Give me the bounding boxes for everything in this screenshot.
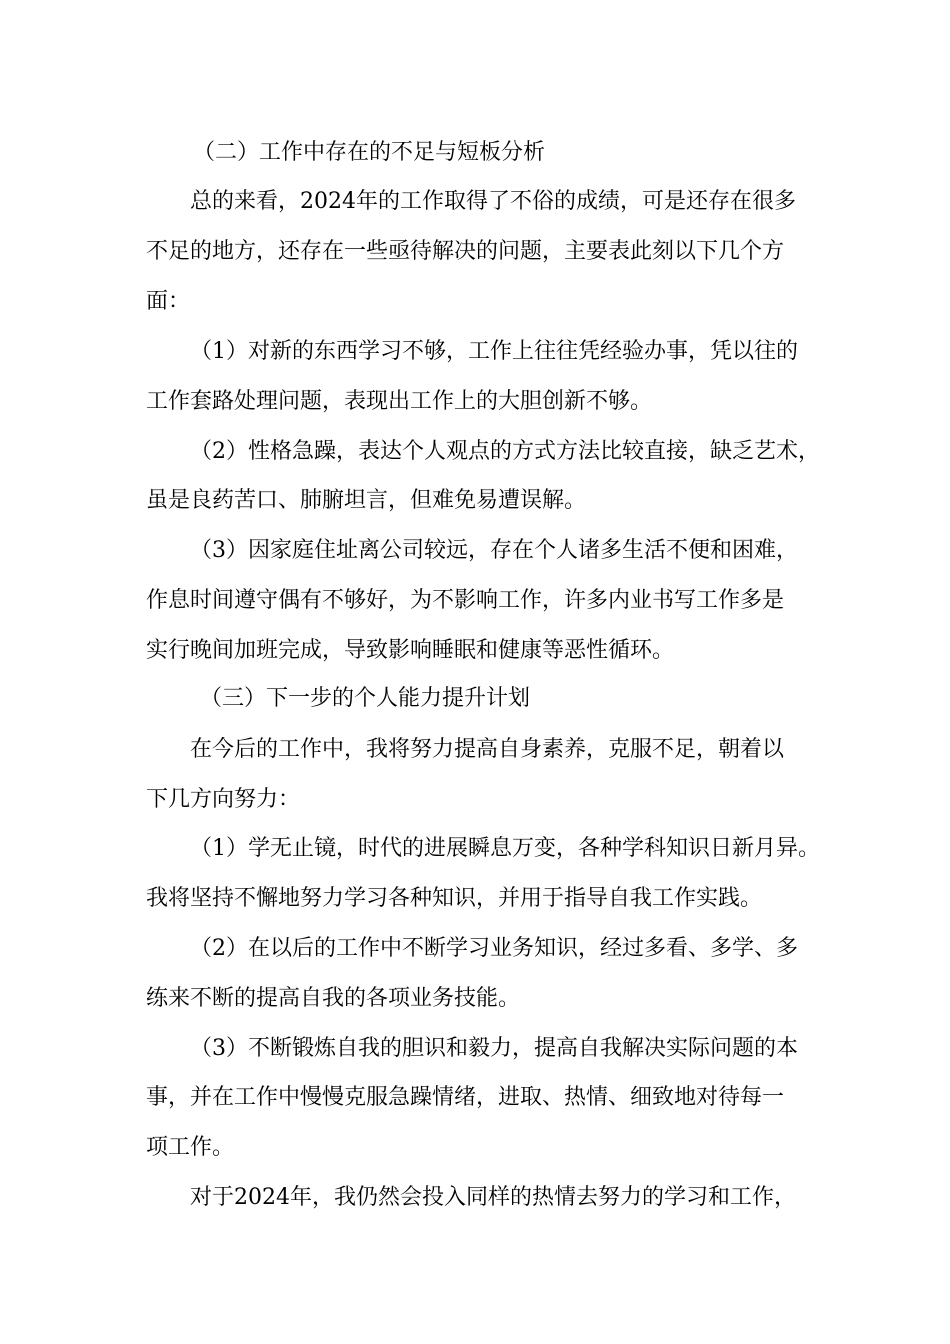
plan-1-line-2: 我将坚持不懈地努力学习各种知识，并用于指导自我工作实践。 <box>146 886 763 911</box>
shortcoming-1-line-1: （1）对新的东西学习不够，工作上往往凭经验办事，凭以往的 <box>190 339 798 364</box>
plan-3-line-3: 项工作。 <box>146 1135 235 1160</box>
section-3-heading: （三）下一步的个人能力提升计划 <box>200 686 531 711</box>
shortcoming-3-line-3: 实行晚间加班完成，导致影响睡眠和健康等恶性循环。 <box>146 638 675 663</box>
intro-line-2: 不足的地方，还存在一些亟待解决的问题，主要表此刻以下几个方 <box>146 239 785 264</box>
plan-intro-line-2: 下几方向努力： <box>146 787 301 812</box>
shortcoming-2-line-2: 虽是良药苦口、肺腑坦言，但难免易遭误解。 <box>146 488 587 513</box>
shortcoming-1-line-2: 工作套路处理问题，表现出工作上的大胆创新不够。 <box>146 389 653 414</box>
shortcoming-2-line-1: （2）性格急躁，表达个人观点的方式方法比较直接，缺乏艺术， <box>190 439 820 464</box>
plan-3-line-1: （3）不断锻炼自我的胆识和毅力，提高自我解决实际问题的本 <box>190 1036 798 1061</box>
plan-2-line-2: 练来不断的提高自我的各项业务技能。 <box>146 986 521 1011</box>
intro-line-1: 总的来看，2024年的工作取得了不俗的成绩，可是还存在很多 <box>190 189 796 214</box>
section-2-heading: （二）工作中存在的不足与短板分析 <box>193 140 546 165</box>
closing-line: 对于2024年，我仍然会投入同样的热情去努力的学习和工作， <box>190 1185 796 1210</box>
intro-line-3: 面： <box>146 289 191 314</box>
plan-intro-line-1: 在今后的工作中，我将努力提高自身素养，克服不足，朝着以 <box>190 737 785 762</box>
plan-1-line-1: （1）学无止镜，时代的进展瞬息万变，各种学科知识日新月异。 <box>190 836 820 861</box>
shortcoming-3-line-2: 作息时间遵守偶有不够好，为不影响工作，许多内业书写工作多是 <box>146 588 785 613</box>
plan-3-line-2: 事，并在工作中慢慢克服急躁情绪，进取、热情、细致地对待每一 <box>146 1085 785 1110</box>
shortcoming-3-line-1: （3）因家庭住址离公司较远，存在个人诸多生活不便和困难， <box>190 538 798 563</box>
plan-2-line-1: （2）在以后的工作中不断学习业务知识，经过多看、多学、多 <box>190 936 798 961</box>
